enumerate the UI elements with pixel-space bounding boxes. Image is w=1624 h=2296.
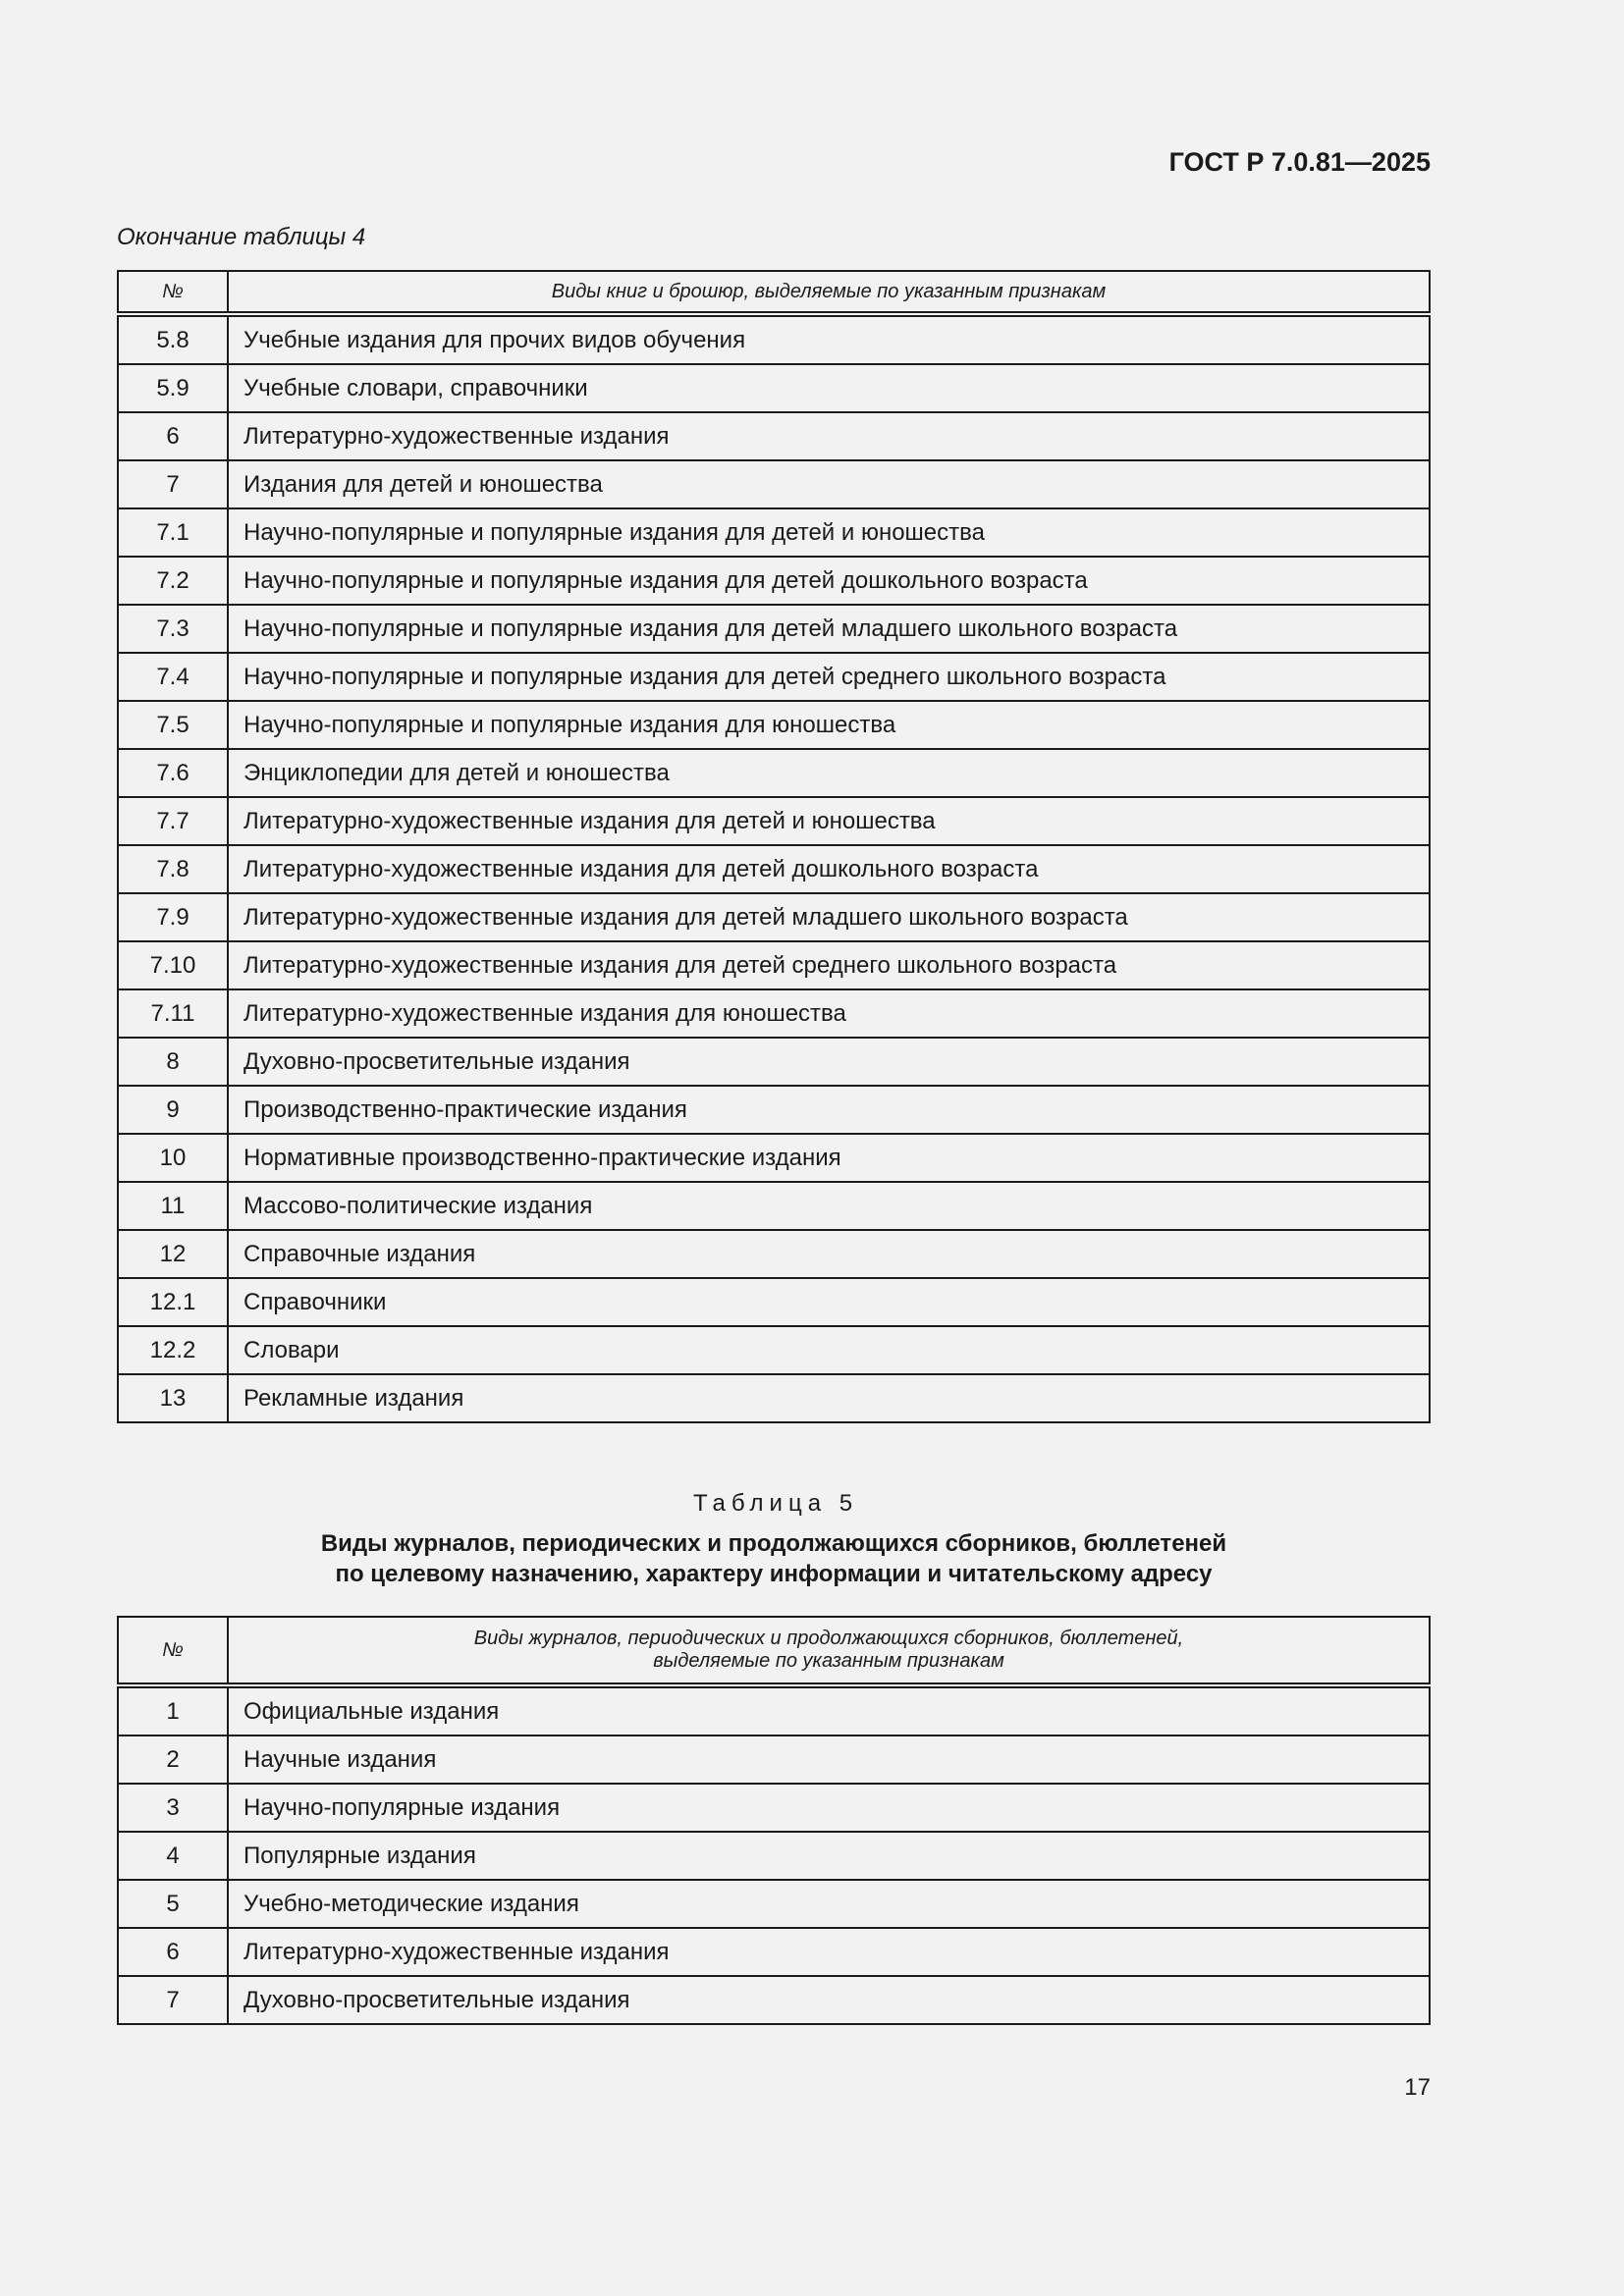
- table-row: [118, 1230, 1430, 1278]
- table-row: [118, 508, 1430, 557]
- row-text: Популярные издания: [228, 1832, 1430, 1880]
- row-text: Литературно-художественные издания для детей и юношества: [228, 797, 1430, 845]
- row-number: 7.7: [118, 797, 228, 845]
- row-text: Научные издания: [228, 1735, 1430, 1784]
- row-text: Учебные издания для прочих видов обучения: [228, 314, 1430, 364]
- row-text: Духовно-просветительные издания: [228, 1976, 1430, 2024]
- row-number: 2: [118, 1735, 228, 1784]
- row-text: Научно-популярные и популярные издания для детей и юношества: [228, 508, 1430, 557]
- row-number: 7.10: [118, 941, 228, 989]
- row-number: 4: [118, 1832, 228, 1880]
- row-text: Литературно-художественные издания для юношества: [228, 989, 1430, 1038]
- row-text: Рекламные издания: [228, 1374, 1430, 1422]
- table-5: [117, 1616, 1431, 2025]
- table5-title: [117, 1528, 1431, 1589]
- table-row: [118, 412, 1430, 460]
- row-text: Научно-популярные и популярные издания для детей среднего школьного возраста: [228, 653, 1430, 701]
- row-number: 3: [118, 1784, 228, 1832]
- row-number: 5.8: [118, 314, 228, 364]
- table-row: [118, 749, 1430, 797]
- table5-col-number: №: [118, 1617, 228, 1685]
- table-row: [118, 653, 1430, 701]
- table-row: [118, 845, 1430, 893]
- table-row: [118, 797, 1430, 845]
- row-number: 7: [118, 1976, 228, 2024]
- row-text: Литературно-художественные издания: [228, 412, 1430, 460]
- row-text: Справочные издания: [228, 1230, 1430, 1278]
- row-number: 7.5: [118, 701, 228, 749]
- row-number: 12: [118, 1230, 228, 1278]
- row-text: Научно-популярные и популярные издания для детей младшего школьного возраста: [228, 605, 1430, 653]
- table5-title-line-2: по целевому назначению, характеру информации и читательскому адресу: [335, 1561, 1213, 1587]
- table-row: [118, 1326, 1430, 1374]
- row-number: 7.3: [118, 605, 228, 653]
- table-row: [118, 460, 1430, 508]
- row-text: Нормативные производственно-практические издания: [228, 1134, 1430, 1182]
- row-text: Словари: [228, 1326, 1430, 1374]
- table-row: [118, 1928, 1430, 1976]
- row-text: Литературно-художественные издания для детей дошкольного возраста: [228, 845, 1430, 893]
- table5-col-kinds-line-1: Виды журналов, периодических и продолжающихся сборников, бюллетеней,: [473, 1628, 1184, 1649]
- table-row: [118, 364, 1430, 412]
- row-number: 7.1: [118, 508, 228, 557]
- row-number: 7.4: [118, 653, 228, 701]
- table5-caption: Таблица 5: [692, 1490, 859, 1517]
- table5-body: [118, 1685, 1430, 2024]
- row-number: 7.8: [118, 845, 228, 893]
- row-number: 7: [118, 460, 228, 508]
- document-code: ГОСТ Р 7.0.81—2025: [1168, 147, 1431, 177]
- table-row: [118, 701, 1430, 749]
- table-row: [118, 605, 1430, 653]
- row-text: Производственно-практические издания: [228, 1086, 1430, 1134]
- table-row: [118, 989, 1430, 1038]
- row-text: Массово-политические издания: [228, 1182, 1430, 1230]
- table-row: [118, 893, 1430, 941]
- row-text: Литературно-художественные издания для детей младшего школьного возраста: [228, 893, 1430, 941]
- table-row: [118, 1086, 1430, 1134]
- table5-header-row: [118, 1617, 1430, 1685]
- row-text: Научно-популярные и популярные издания для детей дошкольного возраста: [228, 557, 1430, 605]
- row-number: 10: [118, 1134, 228, 1182]
- table-4: [117, 270, 1431, 1423]
- table4-continuation-label: Окончание таблицы 4: [117, 224, 366, 250]
- table-row: [118, 1685, 1430, 1735]
- row-number: 13: [118, 1374, 228, 1422]
- row-number: 6: [118, 412, 228, 460]
- row-number: 7.2: [118, 557, 228, 605]
- row-number: 6: [118, 1928, 228, 1976]
- table-row: [118, 1735, 1430, 1784]
- row-text: Учебные словари, справочники: [228, 364, 1430, 412]
- row-text: Литературно-художественные издания: [228, 1928, 1430, 1976]
- row-number: 12.1: [118, 1278, 228, 1326]
- table4-body: [118, 314, 1430, 1422]
- table-row: [118, 1880, 1430, 1928]
- table5-title-line-1: Виды журналов, периодических и продолжающихся сборников, бюллетеней: [320, 1530, 1227, 1557]
- table4-col-number: №: [118, 271, 228, 314]
- row-number: 9: [118, 1086, 228, 1134]
- table5-col-kinds-line-2: выделяемые по указанным признакам: [653, 1650, 1004, 1672]
- table-row: [118, 1038, 1430, 1086]
- table-row: [118, 1182, 1430, 1230]
- row-text: Литературно-художественные издания для детей среднего школьного возраста: [228, 941, 1430, 989]
- row-text: Научно-популярные и популярные издания для юношества: [228, 701, 1430, 749]
- row-number: 5: [118, 1880, 228, 1928]
- table-row: [118, 314, 1430, 364]
- row-number: 1: [118, 1685, 228, 1735]
- table-row: [118, 557, 1430, 605]
- table-row: [118, 1134, 1430, 1182]
- table-row: [118, 941, 1430, 989]
- row-text: Справочники: [228, 1278, 1430, 1326]
- row-number: 7.11: [118, 989, 228, 1038]
- table-row: [118, 1832, 1430, 1880]
- table-row: [118, 1784, 1430, 1832]
- row-text: Учебно-методические издания: [228, 1880, 1430, 1928]
- table5-col-kinds: [228, 1617, 1430, 1685]
- table-row: [118, 1278, 1430, 1326]
- row-text: Научно-популярные издания: [228, 1784, 1430, 1832]
- row-text: Духовно-просветительные издания: [228, 1038, 1430, 1086]
- row-text: Официальные издания: [228, 1685, 1430, 1735]
- row-number: 8: [118, 1038, 228, 1086]
- row-number: 7.9: [118, 893, 228, 941]
- table4-col-kinds: Виды книг и брошюр, выделяемые по указанным признакам: [228, 271, 1430, 314]
- table-row: [118, 1374, 1430, 1422]
- row-number: 11: [118, 1182, 228, 1230]
- table4-header-row: [118, 271, 1430, 314]
- row-text: Энциклопедии для детей и юношества: [228, 749, 1430, 797]
- row-number: 7.6: [118, 749, 228, 797]
- row-text: Издания для детей и юношества: [228, 460, 1430, 508]
- row-number: 12.2: [118, 1326, 228, 1374]
- row-number: 5.9: [118, 364, 228, 412]
- page-number: 17: [1404, 2074, 1431, 2101]
- table-row: [118, 1976, 1430, 2024]
